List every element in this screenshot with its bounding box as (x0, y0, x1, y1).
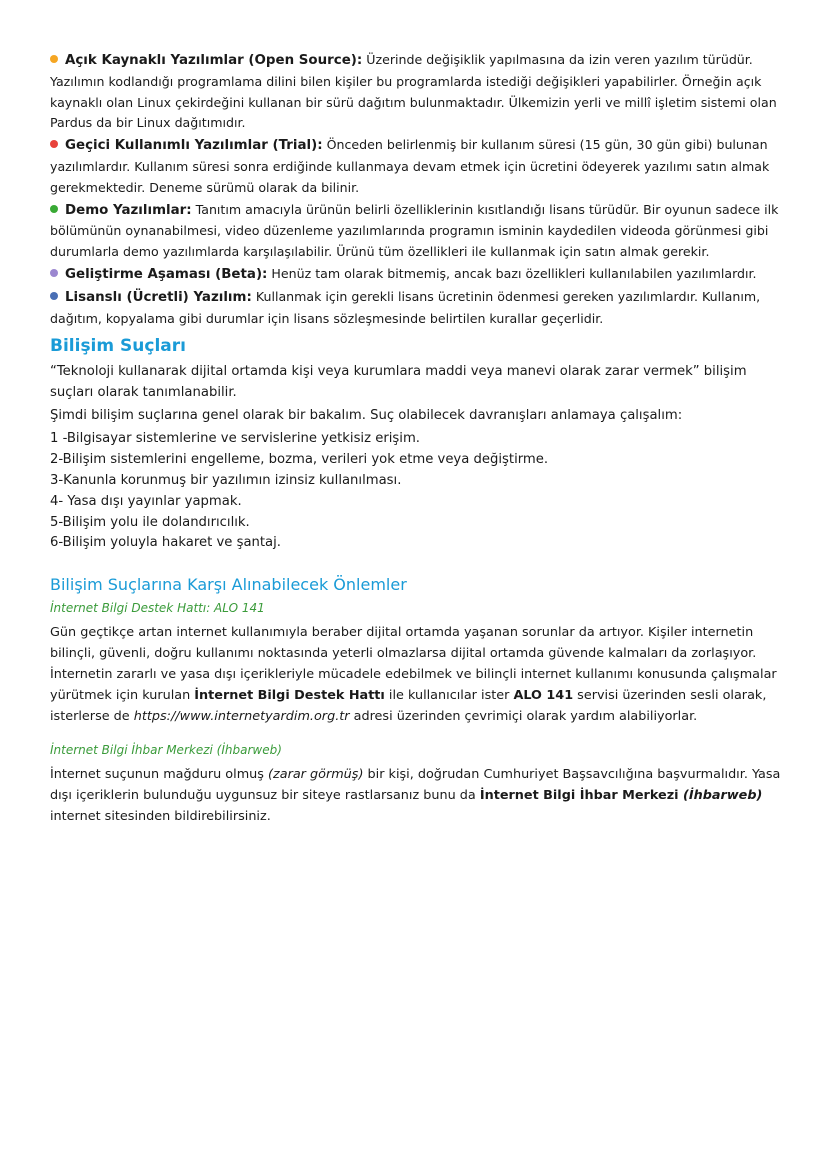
crimes-definition: “Teknoloji kullanarak dijital ortamda kişi veya kurumlara maddi veya manevi olarak zarar vermek” bilişim suçları olarak tanımlanabilir. (50, 364, 747, 401)
bullet-demo (50, 200, 785, 263)
text-run: bir kişi, doğrudan Cumhuriyet Başsavcılığına başvurmalıdır. Yasa dışı içeriklerin bulunduğu uygunsuz bir siteye rastlarsanız bunu da (50, 767, 781, 804)
bullet-term: Geliştirme Aşaması (Beta): (65, 266, 268, 282)
green-bullet-icon (50, 205, 58, 213)
victim-note: (zarar görmüş) (268, 767, 364, 783)
hotline-url: https://www.internetyardim.org.tr (133, 709, 350, 725)
bullet-text: Önceden belirlenmiş bir kullanım süresi (15 gün, 30 gün gibi) bulunan yazılımlardır. Kullanım süresi sonra erdiğinde kullanmaya devam etmek için ücretini ödeyerek yazılımı satın almak gerekmektedir. Deneme sürümü olarak da bilinir. (50, 137, 770, 195)
section-title-crimes: Bilişim Suçları (50, 336, 186, 357)
orange-bullet-icon (50, 55, 58, 63)
hotline-number: ALO 141 (513, 688, 574, 704)
list-item: 5-Bilişim yolu ile dolandırıcılık. (50, 514, 250, 530)
section-title-measures: Bilişim Suçlarına Karşı Alınabilecek Önlemler (50, 575, 407, 595)
bullet-text: Henüz tam olarak bitmemiş, ancak bazı özellikleri kullanılabilen yazılımlardır. (267, 265, 757, 281)
list-item: 2-Bilişim sistemlerini engelleme, bozma, verileri yok etme veya değiştirme. (50, 452, 549, 468)
bullet-text: Üzerinde değişiklik yapılmasına da izin veren yazılım türüdür. Yazılımın kodlandığı programlama dilini bilen kişiler bu programlarda istediği değişikleri yapabilirler. Örneğin açık kaynaklı olan Linux çekirdeğini kullanan bir sürü dağıtım bulunmaktadır. Ülkemizin yerli ve millî işletim sistemi olan Pardus da bir Linux dağıtımıdır. (50, 52, 777, 131)
text-run: ile kullanıcılar ister (384, 688, 514, 704)
bullet-text: Kullanmak için gerekli lisans ücretinin ödenmesi gereken yazılımlardır. Kullanım, dağıtım, kopyalama gibi durumlar için lisans sözleşmesinde belirtilen kurallar geçerlidir. (50, 288, 761, 326)
report-paragraph (50, 764, 785, 827)
bullet-beta (50, 264, 785, 286)
report-center-abbr: (İhbarweb) (683, 788, 763, 804)
document-page (50, 50, 785, 827)
list-item: 6-Bilişim yoluyla hakaret ve şantaj. (50, 535, 281, 551)
text-run: internet sitesinden bildirebilirsiniz. (50, 809, 271, 825)
bullet-text: Tanıtım amacıyla ürünün belirli özelliklerinin kısıtlandığı lisans türüdür. Bir oyunun sadece ilk bölümünün oynanabilmesi, video düzenleme yazılımlarında programın isminin kaydedilen videoda görünmesi gibi durumlarla demo yazılımlarda karşılaşılabilir. Ürünü tüm özellikleri ile kullanmak için satın almak gerekir. (50, 201, 779, 260)
text-run: adresi üzerinden çevrimiçi olarak yardım alabiliyorlar. (349, 709, 698, 725)
bullet-term: Geçici Kullanımlı Yazılımlar (Trial): (65, 138, 323, 154)
text-run: Gün geçtikçe artan internet kullanımıyla beraber dijital ortamda yaşanan sorunlar da artıyor. Kişiler internetin bilinçli, güvenli, doğru kullanımı noktasında yeterli olmazlarsa dijital ortamda güvende kalmaları da zorlaşıyor. İnternetin zararlı ve yasa dışı içerikleriyle mücadele edebilmek ve bilinçli internet kullanımı konusunda çalışmalar yürütmek için kurulan (50, 625, 777, 704)
list-item: 1 -Bilgisayar sistemlerine ve servislerine yetkisiz erişim. (50, 431, 420, 447)
subhead-hotline: İnternet Bilgi Destek Hattı: ALO 141 (50, 601, 265, 616)
bullet-trial (50, 135, 785, 198)
hotline-name: İnternet Bilgi Destek Hattı (194, 688, 385, 704)
bullet-term: Demo Yazılımlar: (65, 202, 192, 218)
crimes-list (50, 429, 785, 554)
list-item: 3-Kanunla korunmuş bir yazılımın izinsiz kullanılması. (50, 472, 402, 488)
text-run: servisi üzerinden sesli olarak, isterlerse de (50, 688, 767, 725)
report-center-name: İnternet Bilgi İhbar Merkezi (479, 788, 683, 804)
bullet-term: Açık Kaynaklı Yazılımlar (Open Source): (65, 53, 363, 68)
purple-bullet-icon (50, 269, 58, 277)
bullet-licensed (50, 287, 785, 330)
bullet-term: Lisanslı (Ücretli) Yazılım: (65, 289, 252, 305)
blue-bullet-icon (50, 292, 58, 300)
red-bullet-icon (50, 140, 58, 148)
list-item: 4- Yasa dışı yayınlar yapmak. (50, 493, 242, 509)
subhead-report: İnternet Bilgi İhbar Merkezi (İhbarweb) (50, 743, 282, 758)
crimes-intro: Şimdi bilişim suçlarına genel olarak bir bakalım. Suç olabilecek davranışları anlamaya çalışalım: (50, 408, 683, 424)
text-run: İnternet suçunun mağduru olmuş (50, 767, 269, 783)
bullet-open-source (50, 50, 785, 134)
hotline-paragraph (50, 622, 785, 727)
